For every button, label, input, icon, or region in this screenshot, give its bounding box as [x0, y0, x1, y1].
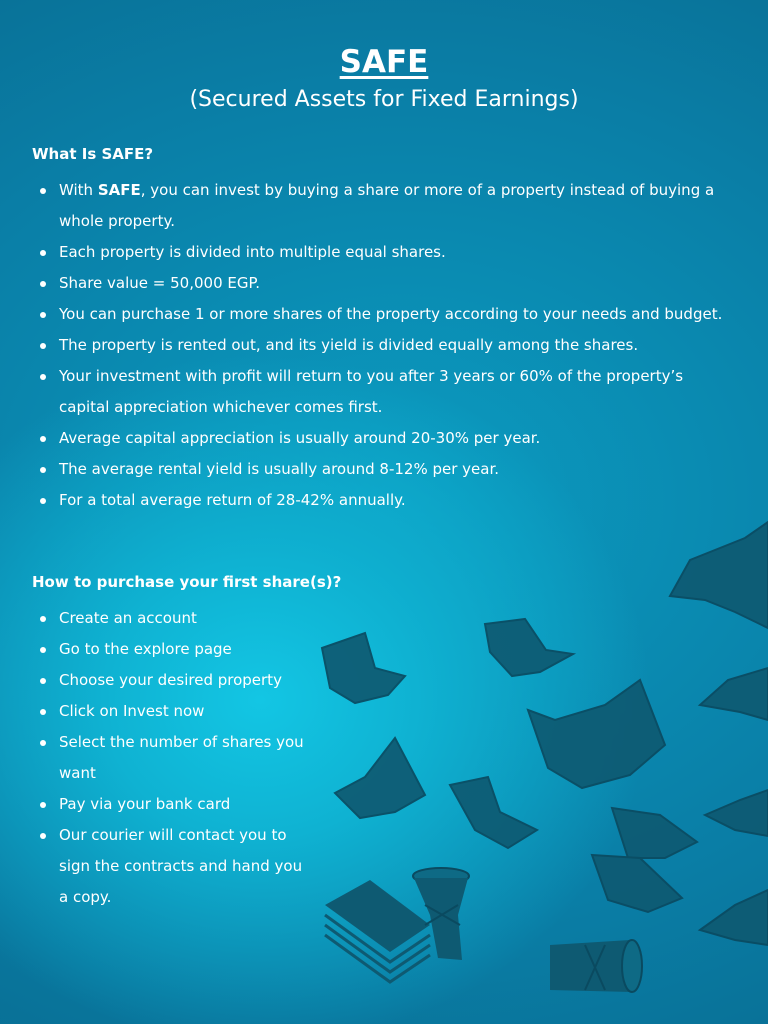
list-item: You can purchase 1 or more shares of the property according to your needs and budget.: [38, 299, 738, 330]
section-heading-how-to-purchase: How to purchase your first share(s)?: [32, 573, 342, 591]
list-item: The average rental yield is usually around 8-12% per year.: [38, 454, 738, 485]
list-item: Go to the explore page: [38, 634, 308, 665]
list-item: Our courier will contact you to sign the contracts and hand you a copy.: [38, 820, 308, 913]
safe-info-list: [38, 175, 738, 516]
section-heading-what-is-safe: What Is SAFE?: [32, 145, 154, 163]
purchase-steps-list: [38, 603, 308, 913]
page-subtitle: (Secured Assets for Fixed Earnings): [189, 87, 579, 112]
list-item: Your investment with profit will return to you after 3 years or 60% of the property’s capital appreciation whichever comes first.: [38, 361, 738, 423]
list-item: Select the number of shares you want: [38, 727, 308, 789]
list-item-prefix: With: [59, 181, 98, 199]
list-item: [38, 175, 738, 237]
list-item: Share value = 50,000 EGP.: [38, 268, 738, 299]
page-title: SAFE: [339, 44, 429, 80]
list-item: Each property is divided into multiple equal shares.: [38, 237, 738, 268]
list-item: The property is rented out, and its yield is divided equally among the shares.: [38, 330, 738, 361]
list-item: Create an account: [38, 603, 308, 634]
list-item-bold: SAFE: [97, 181, 141, 199]
list-item: Pay via your bank card: [38, 789, 308, 820]
list-item: Click on Invest now: [38, 696, 308, 727]
list-item: Choose your desired property: [38, 665, 308, 696]
list-item: Average capital appreciation is usually around 20-30% per year.: [38, 423, 738, 454]
list-item-suffix: , you can invest by buying a share or more of a property instead of buying a whole property.: [59, 181, 715, 230]
list-item: For a total average return of 28-42% annually.: [38, 485, 738, 516]
